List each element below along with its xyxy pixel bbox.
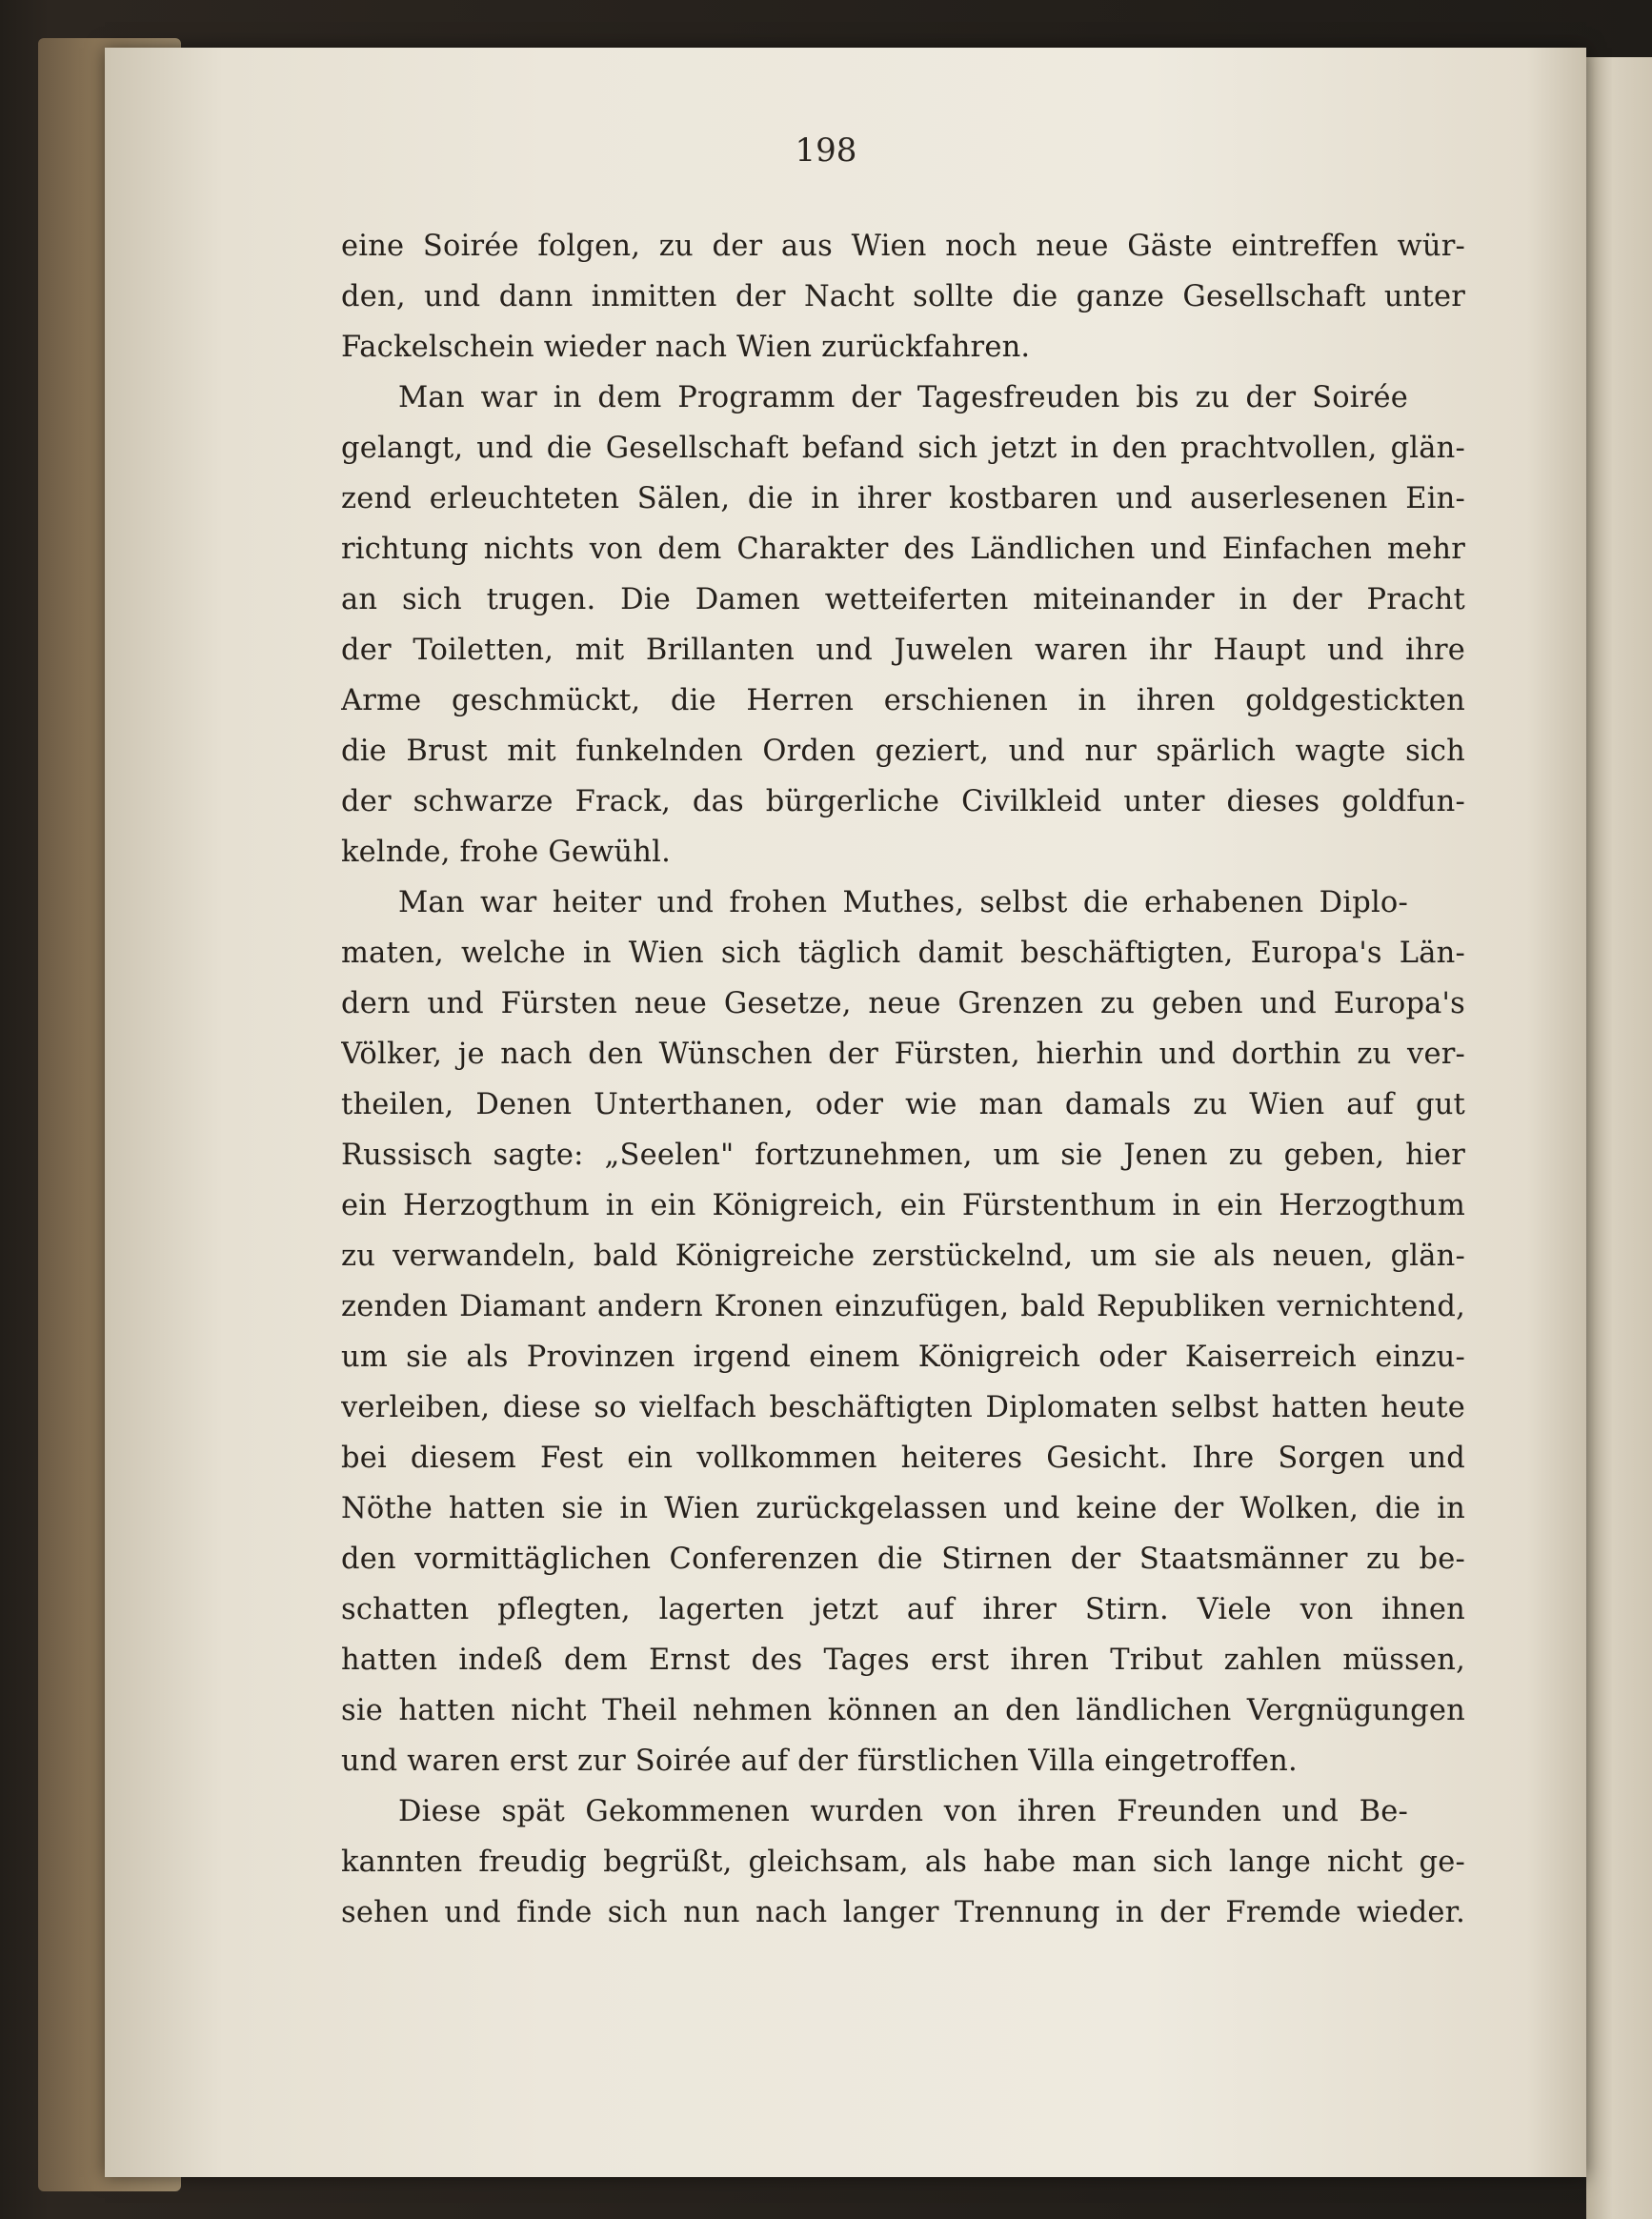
text-line-content: gelangt, und die Gesellschaft befand sich jetzt in den prachtvollen, glän- [341,432,1465,465]
text-line [341,1029,1465,1079]
text-line [341,928,1465,978]
text-line-content: an sich trugen. Die Damen wetteiferten miteinander in der Pracht [341,583,1465,616]
text-line [341,827,1465,878]
text-line [341,1635,1465,1685]
text-line [341,1685,1465,1736]
text-line-content: kannten freudig begrüßt, gleichsam, als habe man sich lange nicht ge- [341,1846,1465,1879]
text-line [341,1786,1465,1837]
text-line-content: Man war in dem Programm der Tagesfreuden bis zu der Soirée [398,381,1408,414]
text-line-content: der schwarze Frack, das bürgerliche Civilkleid unter dieses goldfun- [341,785,1465,818]
text-line [341,575,1465,625]
text-line [341,777,1465,827]
text-line-content: theilen, Denen Unterthanen, oder wie man damals zu Wien auf gut [341,1088,1465,1121]
text-line-content: zend erleuchteten Sälen, die in ihrer kostbaren und auserlesenen Ein- [341,482,1465,515]
text-line-content: verleiben, diese so vielfach beschäftigten Diplomaten selbst hatten heute [341,1391,1465,1424]
text-line [341,726,1465,777]
text-line [341,322,1465,373]
text-line-content: eine Soirée folgen, zu der aus Wien noch neue Gäste eintreffen wür- [341,230,1465,263]
facing-page-edge [1586,57,1652,2219]
text-line [341,1887,1465,1938]
text-line-content: den, und dann inmitten der Nacht sollte die ganze Gesellschaft unter [341,280,1465,313]
text-line [341,221,1465,272]
text-line [341,1736,1465,1786]
text-line [341,1231,1465,1281]
text-line [341,272,1465,322]
text-line [341,423,1465,474]
text-line-content: den vormittäglichen Conferenzen die Stirnen der Staatsmänner zu be- [341,1543,1465,1576]
text-line-content: richtung nichts von dem Charakter des Ländlichen und Einfachen mehr [341,533,1465,566]
text-line [341,1130,1465,1180]
text-line [341,1180,1465,1231]
text-line [341,625,1465,676]
page-number: 198 [795,131,857,170]
text-line [341,1837,1465,1887]
text-line-content: hatten indeß dem Ernst des Tages erst ihren Tribut zahlen müssen, [341,1644,1465,1677]
text-line-content: Diese spät Gekommenen wurden von ihren Freunden und Be- [398,1795,1408,1828]
text-line [341,676,1465,726]
text-line-content: Fackelschein wieder nach Wien zurückfahren. [341,331,1031,364]
text-line-content: sie hatten nicht Theil nehmen können an den ländlichen Vergnügungen [341,1694,1465,1727]
text-line [341,1079,1465,1130]
text-line-content: um sie als Provinzen irgend einem Königreich oder Kaiserreich einzu- [341,1341,1465,1374]
text-line-content: schatten pflegten, lagerten jetzt auf ihrer Stirn. Viele von ihnen [341,1593,1465,1626]
body-text [341,221,1465,1938]
text-line-content: ein Herzogthum in ein Königreich, ein Fürstenthum in ein Herzogthum [341,1189,1465,1222]
text-line [341,1584,1465,1635]
text-line-content: Völker, je nach den Wünschen der Fürsten, hierhin und dorthin zu ver- [341,1038,1465,1071]
text-line-content: und waren erst zur Soirée auf der fürstlichen Villa eingetroffen. [341,1745,1298,1778]
text-line-content: Nöthe hatten sie in Wien zurückgelassen und keine der Wolken, die in [341,1492,1465,1525]
text-line [341,1483,1465,1534]
text-line-content: sehen und finde sich nun nach langer Trennung in der Fremde wieder. [341,1896,1465,1929]
text-line-content: zenden Diamant andern Kronen einzufügen, bald Republiken vernichtend, [341,1290,1465,1323]
text-line [341,1534,1465,1584]
text-line [341,373,1465,423]
text-line [341,1332,1465,1382]
text-line [341,524,1465,575]
text-line-content: die Brust mit funkelnden Orden geziert, und nur spärlich wagte sich [341,735,1465,768]
text-line-content: Man war heiter und frohen Muthes, selbst die erhabenen Diplo- [398,886,1408,919]
text-line-content: der Toiletten, mit Brillanten und Juwelen waren ihr Haupt und ihre [341,634,1465,667]
text-line [341,978,1465,1029]
text-line [341,474,1465,524]
text-line [341,1433,1465,1483]
text-line-content: Arme geschmückt, die Herren erschienen in ihren goldgestickten [341,684,1465,717]
text-line [341,1281,1465,1332]
text-line-content: Russisch sagte: „Seelen" fortzunehmen, um sie Jenen zu geben, hier [341,1139,1465,1172]
text-line-content: kelnde, frohe Gewühl. [341,836,671,869]
text-line-content: bei diesem Fest ein vollkommen heiteres Gesicht. Ihre Sorgen und [341,1442,1465,1475]
text-line-content: dern und Fürsten neue Gesetze, neue Grenzen zu geben und Europa's [341,987,1465,1020]
text-line-content: zu verwandeln, bald Königreiche zerstückelnd, um sie als neuen, glän- [341,1240,1465,1273]
text-line-content: maten, welche in Wien sich täglich damit beschäftigten, Europa's Län- [341,937,1465,970]
text-line [341,1382,1465,1433]
text-line [341,878,1465,928]
